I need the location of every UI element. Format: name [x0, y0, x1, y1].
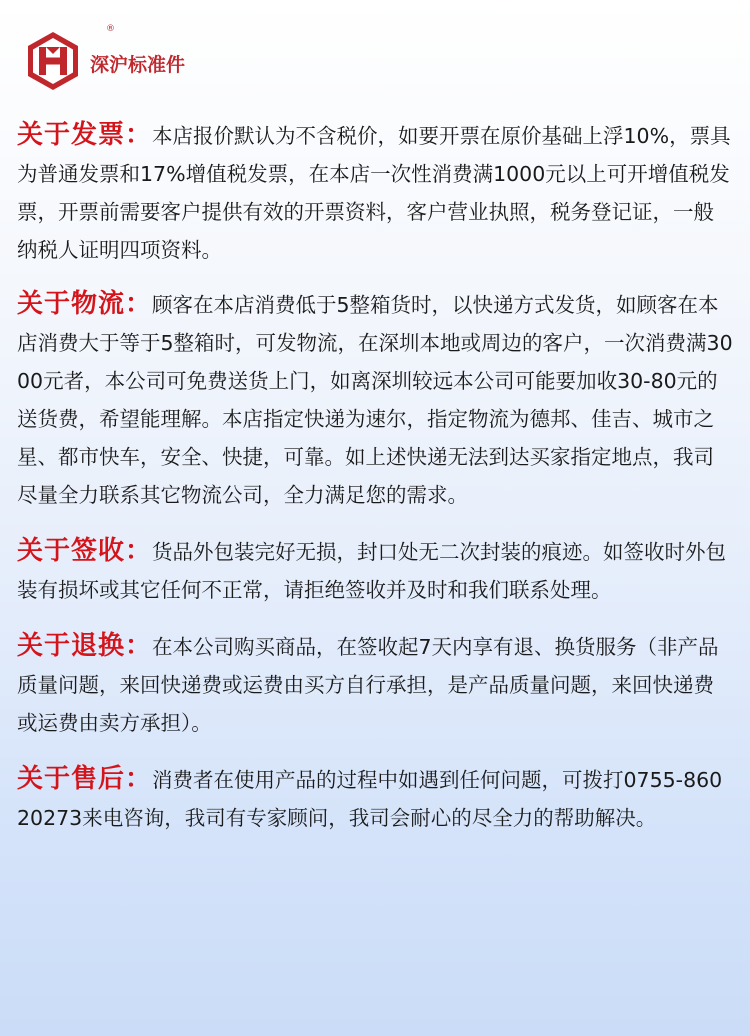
- brand-name: 深沪标准件: [90, 53, 186, 76]
- invoice-policy-heading: 关于发票：: [17, 120, 153, 150]
- signing-policy-section: [17, 532, 733, 609]
- logistics-policy-heading: 关于物流：: [17, 289, 153, 319]
- policy-content: [17, 116, 733, 837]
- aftersales-policy-text: 消费者在使用产品的过程中如遇到任何问题，可拨打0755-86020273来电咨询，我司有专家顾问，我司会耐心的尽全力的帮助解决。: [17, 768, 723, 830]
- logistics-policy-text: 顾客在本店消费低于5整箱货时，以快递方式发货，如顾客在本店消费大于等于5整箱时，可发物流，在深圳本地或周边的客户，一次消费满3000元者，本公司可免费送货上门，如离深圳较远本公司可能要加收30-80元的送货费，希望能理解。本店指定快递为速尔，指定物流为德邦、佳吉、城市之星、都市快车，安全、快捷，可靠。如上述快递无法到达买家指定地点，我司尽量全力联系其它物流公司，全力满足您的需求。: [17, 293, 733, 507]
- invoice-policy-text: 本店报价默认为不含税价，如要开票在原价基础上浮10%，票具为普通发票和17%增值税发票，在本店一次性消费满1000元以上可开增值税发票，开票前需要客户提供有效的开票资料，客户营业执照，税务登记证，一般纳税人证明四项资料。: [17, 124, 731, 262]
- logistics-policy-section: [17, 285, 733, 514]
- signing-policy-text: 货品外包装完好无损，封口处无二次封装的痕迹。如签收时外包装有损坏或其它任何不正常，请拒绝签收并及时和我们联系处理。: [17, 540, 727, 602]
- return-policy-heading: 关于退换：: [17, 631, 153, 661]
- brand-header: [22, 26, 185, 96]
- invoice-policy-section: [17, 116, 733, 269]
- hexagon-h-logo-icon: [22, 30, 84, 92]
- signing-policy-heading: 关于签收：: [17, 536, 153, 566]
- return-policy-text: 在本公司购买商品，在签收起7天内享有退、换货服务（非产品质量问题，来回快递费或运费由买方自行承担，是产品质量问题，来回快递费或运费由卖方承担）。: [17, 635, 719, 735]
- aftersales-policy-heading: 关于售后：: [17, 764, 153, 794]
- aftersales-policy-section: [17, 760, 733, 837]
- registered-trademark-mark: ®: [106, 24, 115, 34]
- return-policy-section: [17, 627, 733, 742]
